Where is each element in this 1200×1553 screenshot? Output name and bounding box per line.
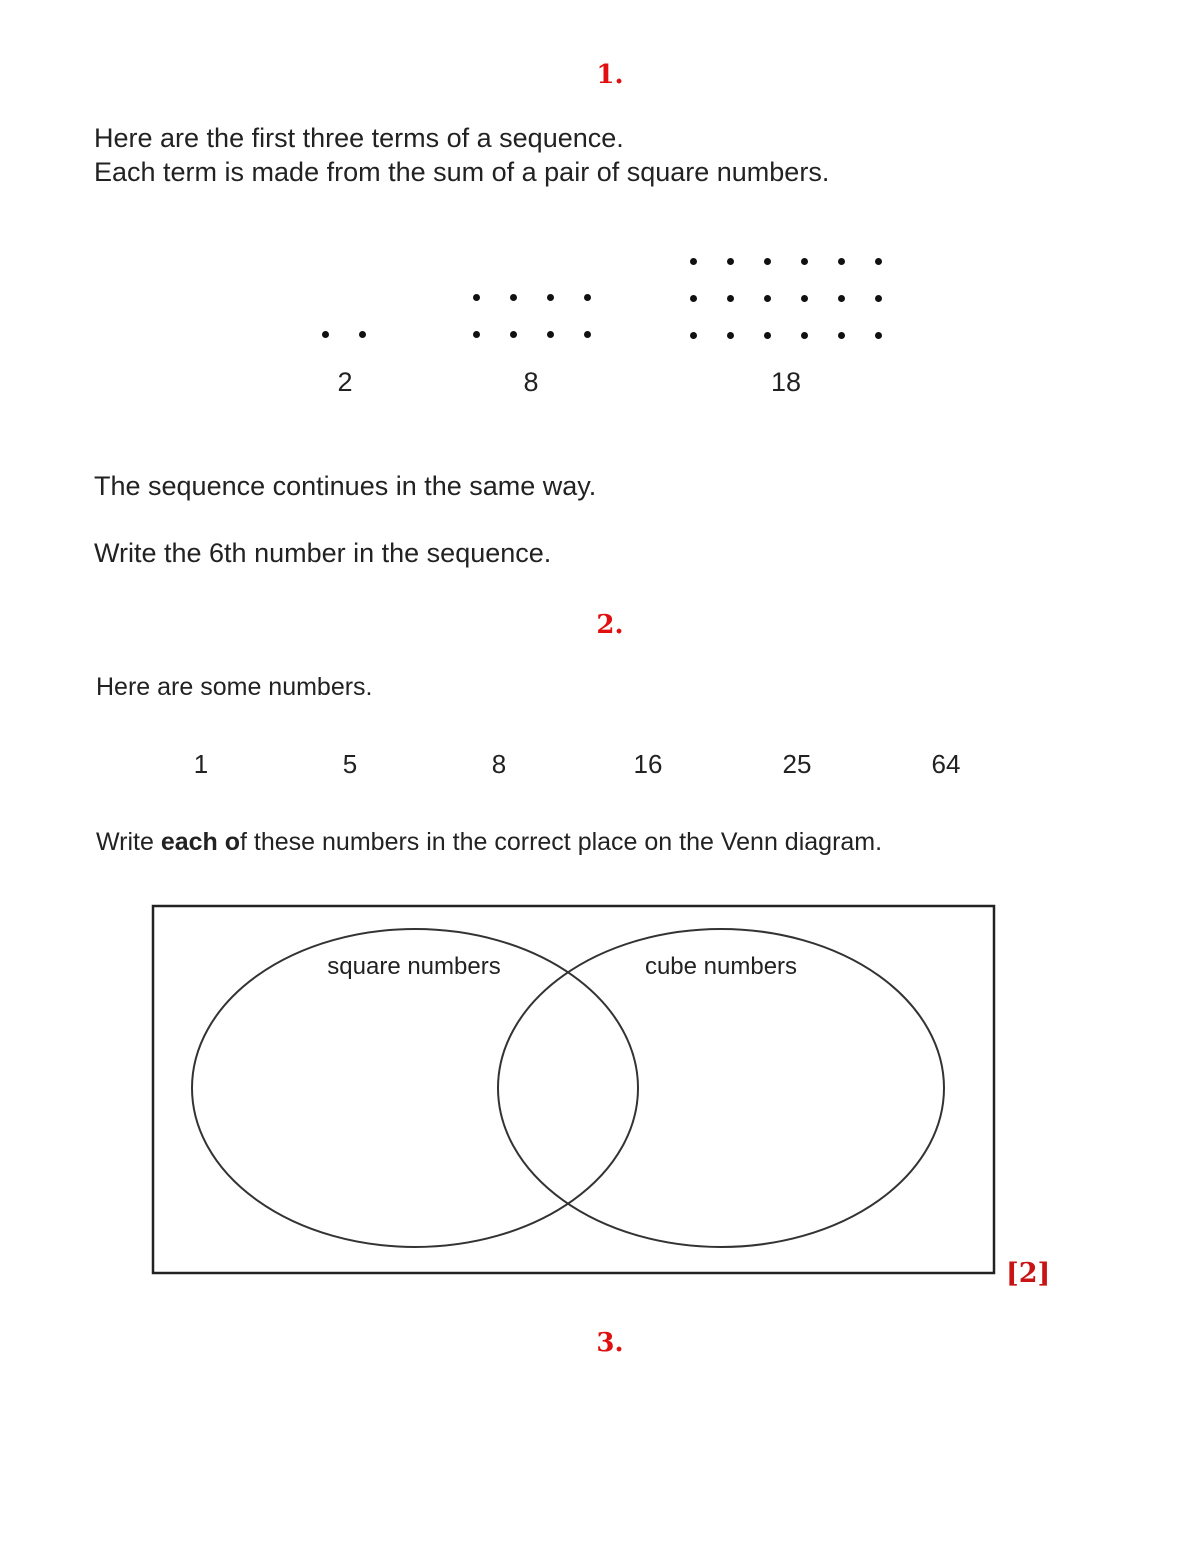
number-item: 25 — [782, 749, 812, 779]
number-item: 5 — [342, 749, 358, 779]
q1-task-text: Write the 6th number in the sequence. — [94, 538, 552, 568]
question-2-number: 2. — [596, 610, 624, 640]
q2-task-post: f these numbers in the correct place on the Venn diagram. — [240, 828, 883, 856]
question-1-number: 1. — [596, 60, 624, 90]
q2-intro-text: Here are some numbers. — [96, 673, 373, 701]
term-1-label: 2 — [337, 367, 353, 397]
venn-left-label: square numbers — [327, 953, 501, 980]
venn-right-label: cube numbers — [644, 953, 798, 980]
q1-intro-line-1: Here are the first three terms of a sequence. — [94, 123, 624, 153]
question-3-number: 3. — [596, 1328, 624, 1358]
q1-continues-text: The sequence continues in the same way. — [94, 471, 597, 501]
q2-marks: [2] — [1006, 1258, 1051, 1289]
number-item: 64 — [931, 749, 961, 779]
q1-intro-line-2: Each term is made from the sum of a pair of square numbers. — [94, 157, 830, 187]
q2-task-bold: each o — [160, 828, 241, 856]
number-item: 16 — [633, 749, 663, 779]
q2-task-pre: Write — [96, 828, 161, 856]
number-item: 8 — [491, 749, 507, 779]
term-3-label: 18 — [770, 367, 802, 397]
term-2-label: 8 — [523, 367, 539, 397]
number-item: 1 — [193, 749, 209, 779]
